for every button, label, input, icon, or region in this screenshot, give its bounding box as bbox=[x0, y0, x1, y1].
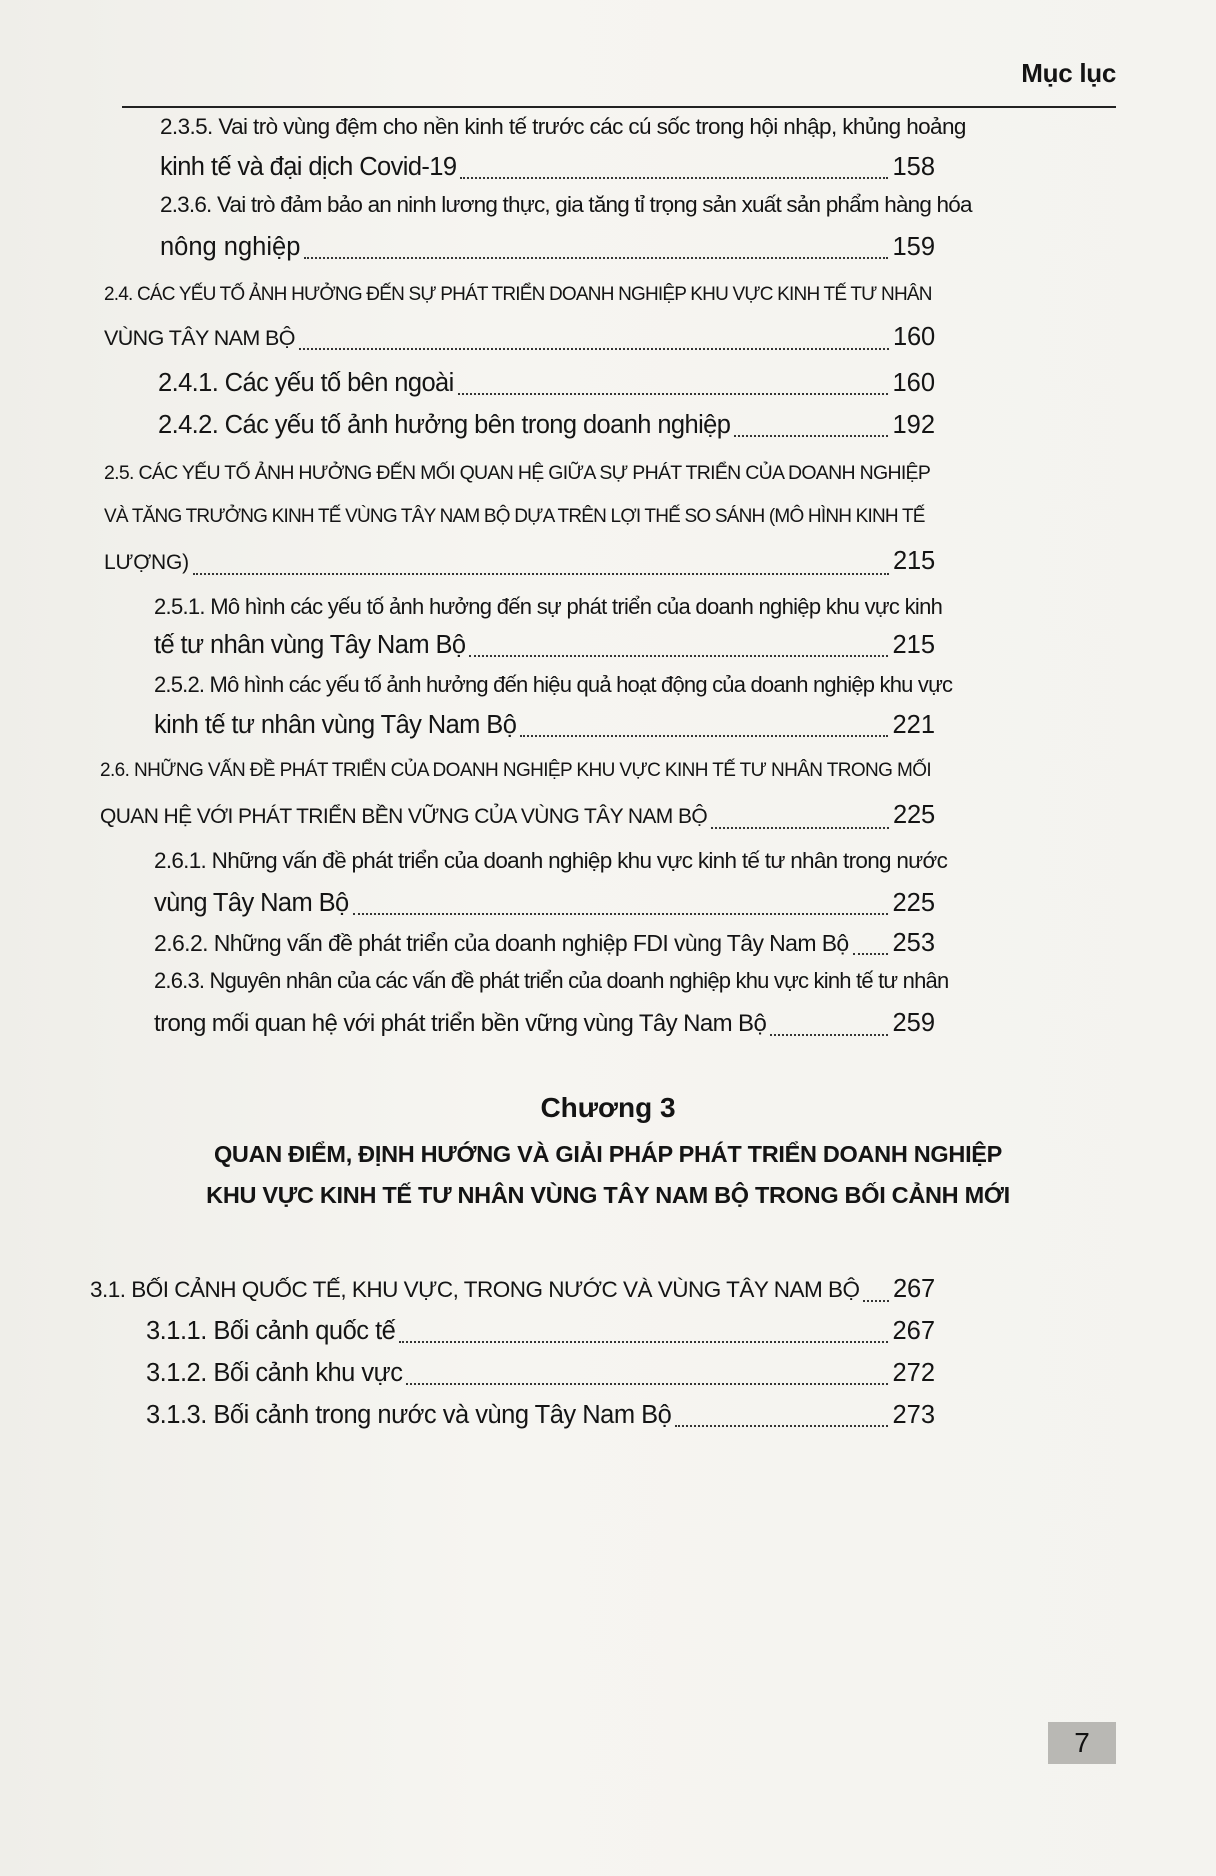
toc-page-number: 253 bbox=[892, 929, 935, 957]
leader-dots bbox=[353, 913, 889, 915]
toc-entry-text: kinh tế tư nhân vùng Tây Nam Bộ bbox=[154, 711, 517, 739]
toc-entry-3-1-1[interactable] bbox=[146, 1308, 935, 1354]
toc-entry-text: tế tư nhân vùng Tây Nam Bộ bbox=[154, 631, 466, 659]
chapter-heading: Chương 3 bbox=[540, 1092, 676, 1123]
toc-entry-text: kinh tế và đại dịch Covid-19 bbox=[160, 153, 457, 181]
running-header-title: Mục lục bbox=[1021, 58, 1116, 88]
toc-entry-line bbox=[154, 702, 935, 748]
toc-entry-text: trong mối quan hệ với phát triển bền vững vùng Tây Nam Bộ bbox=[154, 1010, 767, 1037]
leader-dots bbox=[304, 257, 888, 259]
toc-entry-text: 2.5.1. Mô hình các yếu tố ảnh hưởng đến sự phát triển của doanh nghiệp khu vực kinh bbox=[154, 594, 943, 619]
leader-dots bbox=[520, 735, 888, 737]
toc-entry-3-1-2[interactable] bbox=[146, 1350, 935, 1396]
leader-dots bbox=[193, 573, 889, 575]
toc-page-number: 215 bbox=[893, 547, 935, 575]
chapter-subtitle-line-1: QUAN ĐIỂM, ĐỊNH HƯỚNG VÀ GIẢI PHÁP PHÁT TRIỂN DOANH NGHIỆP bbox=[213, 1141, 1003, 1167]
toc-entry-text: 2.4. CÁC YẾU TỐ ẢNH HƯỞNG ĐẾN SỰ PHÁT TRIỂN DOANH NGHIỆP KHU VỰC KINH TẾ TƯ NHÂN bbox=[104, 284, 932, 305]
toc-entry-text: 3.1. BỐI CẢNH QUỐC TẾ, KHU VỰC, TRONG NƯỚC VÀ VÙNG TÂY NAM BỘ bbox=[90, 1277, 860, 1302]
toc-page-number: 221 bbox=[892, 711, 935, 739]
page-number-badge: 7 bbox=[1048, 1722, 1116, 1764]
toc-entry-text: QUAN HỆ VỚI PHÁT TRIỂN BỀN VỮNG CỦA VÙNG TÂY NAM BỘ bbox=[100, 805, 708, 828]
toc-entry-line bbox=[154, 838, 954, 884]
leader-dots bbox=[299, 348, 889, 350]
chapter-subtitle-line-2: KHU VỰC KINH TẾ TƯ NHÂN VÙNG TÂY NAM BỘ TRONG BỐI CẢNH MỚI bbox=[206, 1182, 1010, 1208]
toc-entry-text: 2.6.2. Những vấn đề phát triển của doanh nghiệp FDI vùng Tây Nam Bộ bbox=[154, 930, 849, 956]
toc-entry-line bbox=[100, 748, 940, 794]
toc-entry-text: 3.1.2. Bối cảnh khu vực bbox=[146, 1359, 403, 1387]
toc-entry-text: 3.1.3. Bối cảnh trong nước và vùng Tây Nam Bộ bbox=[146, 1401, 672, 1429]
leader-dots bbox=[460, 177, 888, 179]
toc-entry-line bbox=[104, 450, 934, 496]
toc-page-number: 225 bbox=[893, 801, 935, 829]
toc-entry-text: VÙNG TÂY NAM BỘ bbox=[104, 326, 295, 350]
toc-entry-line bbox=[104, 314, 935, 361]
toc-entry-text: 2.6.1. Những vấn đề phát triển của doanh nghiệp khu vực kinh tế tư nhân trong nước bbox=[154, 848, 948, 873]
toc-page-number: 272 bbox=[892, 1359, 935, 1387]
toc-entry-text: 2.4.1. Các yếu tố bên ngoài bbox=[158, 369, 454, 397]
toc-entry-line bbox=[154, 958, 954, 1004]
leader-dots bbox=[399, 1341, 888, 1343]
toc-entry-text: 2.4.2. Các yếu tố ảnh hưởng bên trong doanh nghiệp bbox=[158, 411, 731, 439]
toc-entry-text: LƯỢNG) bbox=[104, 551, 189, 574]
leader-dots bbox=[853, 953, 889, 955]
leader-dots bbox=[734, 435, 888, 437]
toc-page-number: 160 bbox=[892, 369, 935, 397]
leader-dots bbox=[458, 393, 889, 395]
toc-entry-text: VÀ TĂNG TRƯỞNG KINH TẾ VÙNG TÂY NAM BỘ DỰA TRÊN LỢI THẾ SO SÁNH (MÔ HÌNH KINH TẾ bbox=[104, 506, 925, 527]
toc-page-number: 259 bbox=[892, 1009, 935, 1037]
toc-page-number: 225 bbox=[892, 889, 935, 917]
toc-page-number: 273 bbox=[892, 1401, 935, 1429]
toc-entry-text: 2.6. NHỮNG VẤN ĐỀ PHÁT TRIỂN CỦA DOANH NGHIỆP KHU VỰC KINH TẾ TƯ NHÂN TRONG MỐI bbox=[100, 760, 932, 781]
toc-page-number: 267 bbox=[893, 1275, 935, 1303]
toc-page-number: 160 bbox=[893, 323, 935, 351]
leader-dots bbox=[406, 1383, 888, 1385]
toc-page-number: 215 bbox=[892, 631, 935, 659]
toc-entry-3-1-3[interactable] bbox=[146, 1392, 935, 1438]
toc-entry-text: 2.5.2. Mô hình các yếu tố ảnh hưởng đến hiệu quả hoạt động của doanh nghiệp khu vực bbox=[154, 672, 953, 697]
toc-entry-text: 3.1.1. Bối cảnh quốc tế bbox=[146, 1317, 396, 1345]
leader-dots bbox=[711, 827, 889, 829]
leader-dots bbox=[675, 1425, 888, 1427]
toc-entry-text: 2.3.5. Vai trò vùng đệm cho nền kinh tế trước các cú sốc trong hội nhập, khủng hoảng bbox=[160, 114, 966, 139]
toc-entry-text: 2.6.3. Nguyên nhân của các vấn đề phát triển của doanh nghiệp khu vực kinh tế tư nhân bbox=[154, 968, 949, 993]
toc-page-number: 159 bbox=[892, 233, 935, 261]
toc-entry-line bbox=[160, 224, 935, 270]
toc-entry-line bbox=[158, 402, 935, 448]
toc-entry-text: 2.3.6. Vai trò đảm bảo an ninh lương thực, gia tăng tỉ trọng sản xuất sản phẩm hàng hóa bbox=[160, 192, 972, 217]
leader-dots bbox=[770, 1034, 888, 1036]
toc-entry-text: nông nghiệp bbox=[160, 233, 301, 261]
toc-entry-line bbox=[104, 494, 934, 540]
leader-dots bbox=[863, 1300, 889, 1302]
toc-entry-3-1[interactable] bbox=[90, 1266, 935, 1313]
toc-entry-line bbox=[154, 1000, 935, 1047]
toc-entry-line bbox=[100, 792, 935, 840]
toc-entry-line bbox=[158, 360, 935, 406]
toc-page-number: 267 bbox=[892, 1317, 935, 1345]
toc-entry-line bbox=[104, 538, 935, 586]
toc-entry-text: 2.5. CÁC YẾU TỐ ẢNH HƯỞNG ĐẾN MỐI QUAN HỆ GIỮA SỰ PHÁT TRIỂN CỦA DOANH NGHIỆP bbox=[104, 462, 931, 484]
leader-dots bbox=[469, 655, 888, 657]
toc-entry-text: vùng Tây Nam Bộ bbox=[154, 889, 349, 917]
toc-entry-line bbox=[104, 272, 934, 318]
toc-entry-line bbox=[160, 182, 980, 228]
toc-page-number: 158 bbox=[892, 153, 935, 181]
toc-page-number: 192 bbox=[892, 411, 935, 439]
